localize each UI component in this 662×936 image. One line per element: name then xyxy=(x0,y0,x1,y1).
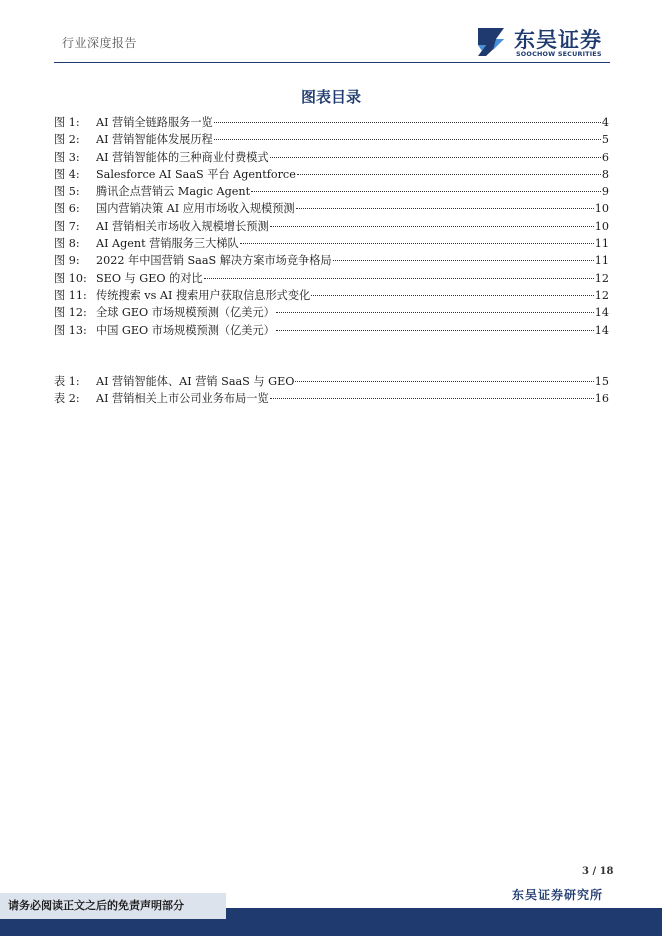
toc-label: 图 6: xyxy=(54,202,80,216)
toc-page: 14 xyxy=(594,306,609,320)
toc-figure-4[interactable] xyxy=(54,166,609,183)
toc-figure-3[interactable] xyxy=(54,149,609,166)
toc-text: 国内营销决策 AI 应用市场收入规模预测 xyxy=(96,202,295,216)
toc-leader xyxy=(333,260,594,261)
toc-leader xyxy=(311,295,594,296)
toc-figure-12[interactable] xyxy=(54,304,609,321)
toc-text: AI 营销全链路服务一览 xyxy=(96,116,213,129)
toc-figure-2[interactable] xyxy=(54,131,609,148)
logo-name: 东吴证券 xyxy=(514,28,602,52)
toc-leader xyxy=(297,174,601,175)
toc-page: 12 xyxy=(594,288,609,302)
toc-table-1[interactable] xyxy=(54,373,609,390)
toc-page: 12 xyxy=(594,271,609,285)
toc-leader xyxy=(270,398,594,399)
toc-figure-7[interactable] xyxy=(54,218,609,235)
table-list xyxy=(54,373,609,408)
toc-page: 11 xyxy=(594,254,609,268)
figure-list xyxy=(54,114,609,339)
toc-leader xyxy=(276,312,594,313)
toc-text: SEO 与 GEO 的对比 xyxy=(96,271,203,285)
toc-label: 图 4: xyxy=(54,167,80,181)
toc-text: AI 营销相关上市公司业务布局一览 xyxy=(96,392,269,406)
toc-figure-11[interactable] xyxy=(54,287,609,304)
toc-figure-5[interactable] xyxy=(54,183,609,200)
toc-label: 图 10: xyxy=(54,271,87,285)
toc-page: 6 xyxy=(601,150,609,164)
toc-page: 14 xyxy=(594,323,609,337)
toc-page: 4 xyxy=(601,116,609,129)
toc-label: 图 1: xyxy=(54,116,80,129)
toc-page: 10 xyxy=(594,202,609,216)
footer-disclaimer: 请务必阅读正文之后的免责声明部分 xyxy=(0,893,226,919)
toc-title: 图表目录 xyxy=(300,88,361,106)
toc-page: 15 xyxy=(594,375,609,388)
toc-leader xyxy=(251,191,601,192)
header-divider xyxy=(54,62,610,63)
toc-text: Salesforce AI SaaS 平台 Agentforce xyxy=(96,167,296,181)
toc-text: 2022 年中国营销 SaaS 解决方案市场竞争格局 xyxy=(96,254,332,268)
page-number: 3 / 18 xyxy=(582,866,614,877)
toc-text: 中国 GEO 市场规模预测（亿美元） xyxy=(96,323,275,337)
toc-label: 表 2: xyxy=(54,392,80,406)
toc-text: AI Agent 营销服务三大梯队 xyxy=(96,237,239,251)
toc-page: 10 xyxy=(594,219,609,233)
toc-label: 图 11: xyxy=(54,288,87,302)
toc-figure-6[interactable] xyxy=(54,200,609,217)
toc-text: AI 营销相关市场收入规模增长预测 xyxy=(96,219,269,233)
toc-leader xyxy=(204,278,594,279)
toc-figure-13[interactable] xyxy=(54,322,609,339)
soochow-logo-icon xyxy=(474,26,508,58)
company-logo xyxy=(474,24,624,60)
toc-page: 11 xyxy=(594,237,609,251)
toc-page: 8 xyxy=(601,167,609,181)
toc-page: 9 xyxy=(601,185,609,199)
toc-label: 图 9: xyxy=(54,254,80,268)
toc-figure-9[interactable] xyxy=(54,252,609,269)
toc-label: 图 5: xyxy=(54,185,80,199)
logo-subtitle: SOOCHOW SECURITIES xyxy=(516,50,602,58)
toc-label: 图 13: xyxy=(54,323,87,337)
toc-leader xyxy=(240,243,594,244)
toc-text: 腾讯企点营销云 Magic Agent xyxy=(96,185,251,199)
toc-label: 图 2: xyxy=(54,133,80,147)
toc-text: 全球 GEO 市场规模预测（亿美元） xyxy=(96,306,275,320)
toc-figure-10[interactable] xyxy=(54,270,609,287)
toc-figure-8[interactable] xyxy=(54,235,609,252)
report-type-label: 行业深度报告 xyxy=(62,36,138,50)
footer-institute: 东吴证券研究所 xyxy=(512,888,604,902)
toc-figure-1[interactable] xyxy=(54,114,609,131)
toc-leader xyxy=(214,139,601,140)
toc-label: 表 1: xyxy=(54,375,80,388)
toc-text: 传统搜索 vs AI 搜索用户获取信息形式变化 xyxy=(96,288,311,302)
toc-text: AI 营销智能体、AI 营销 SaaS 与 GEO xyxy=(96,375,295,388)
toc-label: 图 3: xyxy=(54,150,80,164)
toc-page: 5 xyxy=(601,133,609,147)
toc-text: AI 营销智能体的三种商业付费模式 xyxy=(96,150,269,164)
toc-leader xyxy=(214,122,601,123)
toc-leader xyxy=(270,226,594,227)
toc-leader xyxy=(295,381,593,382)
toc-label: 图 7: xyxy=(54,219,80,233)
toc-page: 16 xyxy=(594,392,609,406)
toc-label: 图 12: xyxy=(54,306,87,320)
toc-leader xyxy=(276,330,594,331)
toc-text: AI 营销智能体发展历程 xyxy=(96,133,213,147)
toc-label: 图 8: xyxy=(54,237,80,251)
toc-leader xyxy=(270,157,601,158)
toc-leader xyxy=(296,208,594,209)
toc-table-2[interactable] xyxy=(54,390,609,407)
